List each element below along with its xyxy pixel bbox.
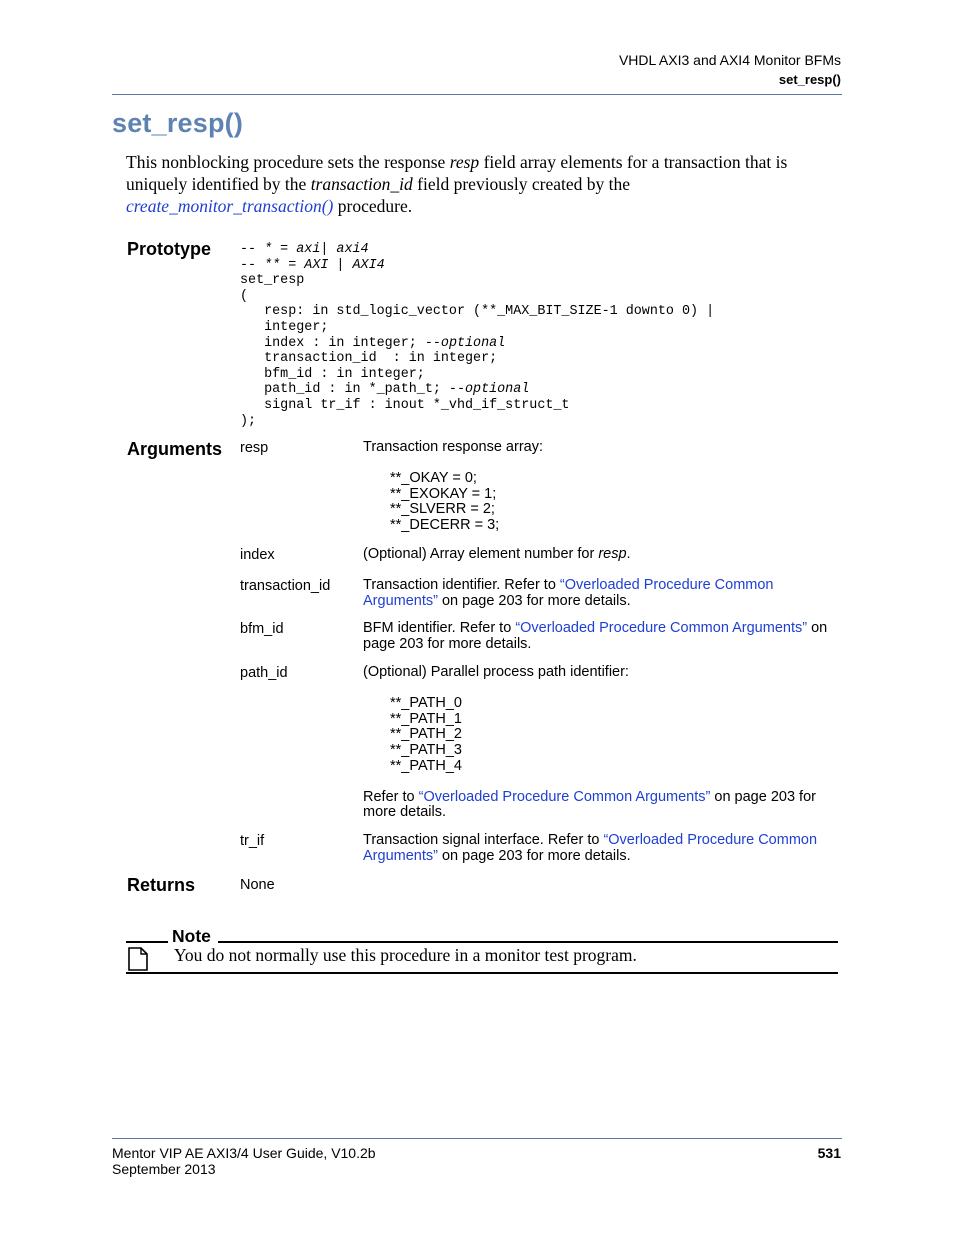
path-value: **_PATH_3 <box>390 741 462 758</box>
tid-overloaded-args-link[interactable]: “Overloaded Procedure Common Arguments” <box>363 577 774 609</box>
intro-text-1: This nonblocking procedure sets the response <box>126 152 450 172</box>
code-open-paren: ( <box>240 288 249 304</box>
note-page-icon <box>127 947 149 971</box>
code-tid-line: transaction_id : in integer; <box>240 351 498 367</box>
trif-desc-post: on page 203 for more details. <box>437 847 631 864</box>
path-refer-pre: Refer to <box>363 788 419 805</box>
bfm-desc-post: on page 203 for more details. <box>363 620 828 652</box>
path-refer-text <box>363 790 843 821</box>
arg-desc-transaction-id <box>363 578 843 609</box>
index-desc-text: (Optional) Array element number for <box>363 546 599 562</box>
footer-rule <box>112 1138 842 1139</box>
arg-desc-resp <box>363 440 843 534</box>
path-overloaded-args-link[interactable]: “Overloaded Procedure Common Arguments” <box>418 788 711 805</box>
path-value: **_PATH_1 <box>390 710 462 727</box>
footer-left <box>112 1145 376 1177</box>
code-path-optional: optional <box>465 382 530 398</box>
path-value: **_PATH_2 <box>390 726 462 743</box>
resp-value: **_DECERR = 3; <box>390 516 500 533</box>
path-desc-text: (Optional) Parallel process path identifier: <box>363 664 629 680</box>
footer-date: September 2013 <box>112 1161 216 1177</box>
header-chapter: VHDL AXI3 and AXI4 Monitor BFMs <box>618 52 841 68</box>
footer-guide-title: Mentor VIP AE AXI3/4 User Guide, V10.2b <box>112 1145 376 1161</box>
code-signal-line: signal tr_if : inout *_vhd_if_struct_t <box>240 397 570 413</box>
page-title: set_resp() <box>112 108 244 138</box>
code-path-line: path_id : in *_path_t; -- <box>240 382 465 398</box>
arg-name-tr-if: tr_if <box>240 833 265 849</box>
create-monitor-transaction-link[interactable]: create_monitor_transaction() <box>126 196 334 216</box>
index-desc-resp: resp <box>598 546 627 562</box>
intro-resp-word: resp <box>449 152 480 172</box>
path-values <box>390 696 843 774</box>
tid-desc-text: Transaction identifier. Refer to <box>363 577 560 593</box>
intro-tid-word: transaction_id <box>310 174 413 194</box>
arg-name-index: index <box>240 547 275 563</box>
path-value: **_PATH_4 <box>390 757 462 774</box>
code-comment-1-dash: -- <box>240 242 265 257</box>
note-label: Note <box>172 926 211 946</box>
footer-page-number: 531 <box>817 1145 841 1161</box>
code-comment-1: * = axi| axi4 <box>264 242 369 257</box>
resp-desc-text: Transaction response array: <box>363 439 543 455</box>
resp-value: **_EXOKAY = 1; <box>390 485 497 502</box>
resp-value: **_SLVERR = 2; <box>390 501 495 518</box>
bfm-overloaded-args-link[interactable]: “Overloaded Procedure Common Arguments” <box>515 620 808 636</box>
code-bfm-line: bfm_id : in integer; <box>240 366 425 382</box>
arg-desc-bfm-id <box>363 621 843 652</box>
arg-desc-index <box>363 547 843 563</box>
trif-overloaded-args-link[interactable]: “Overloaded Procedure Common Arguments” <box>363 832 818 864</box>
code-close-paren: ); <box>240 413 257 429</box>
intro-text-2: field array elements for a transaction that is uniquely identified by the <box>126 152 788 194</box>
arg-name-bfm-id: bfm_id <box>240 621 284 637</box>
resp-value: **_OKAY = 0; <box>390 470 477 487</box>
intro-text-4: procedure. <box>333 196 413 216</box>
path-refer-post: on page 203 for more details. <box>363 788 816 821</box>
intro-text-3: field previously created by the <box>412 174 630 194</box>
index-desc-end: . <box>626 546 631 562</box>
arguments-label: Arguments <box>127 439 223 459</box>
prototype-label: Prototype <box>127 239 212 259</box>
arg-name-path-id: path_id <box>240 665 288 681</box>
arg-desc-tr-if <box>363 833 843 864</box>
note-rule-right <box>218 941 838 943</box>
code-index-line: index : in integer; -- <box>240 335 441 351</box>
arg-name-resp: resp <box>240 440 269 456</box>
code-proc-name: set_resp <box>240 273 305 289</box>
code-comment-2: ** = AXI | AXI4 <box>264 257 385 273</box>
returns-value: None <box>240 877 275 893</box>
path-value: **_PATH_0 <box>390 695 462 712</box>
resp-values <box>390 471 843 533</box>
note-rule-left <box>126 941 168 943</box>
tid-desc-post: on page 203 for more details. <box>437 592 631 609</box>
code-index-optional: optional <box>440 335 506 351</box>
intro-paragraph <box>126 151 841 217</box>
trif-desc-text: Transaction signal interface. Refer to <box>363 832 604 848</box>
code-integer-line: integer; <box>240 319 329 335</box>
arg-name-transaction-id: transaction_id <box>240 578 331 594</box>
prototype-code <box>240 242 714 429</box>
note-text: You do not normally use this procedure in a monitor test program. <box>174 945 637 965</box>
bfm-desc-text: BFM identifier. Refer to <box>363 620 516 636</box>
note-rule-bottom <box>126 972 838 974</box>
arg-desc-path-id <box>363 665 843 821</box>
code-comment-2-dash: -- <box>240 257 265 273</box>
header-rule <box>112 94 842 95</box>
code-resp-line: resp: in std_logic_vector (**_MAX_BIT_SIZE-1 downto 0) | <box>240 304 715 320</box>
header-section: set_resp() <box>778 72 841 87</box>
returns-label: Returns <box>127 875 196 895</box>
